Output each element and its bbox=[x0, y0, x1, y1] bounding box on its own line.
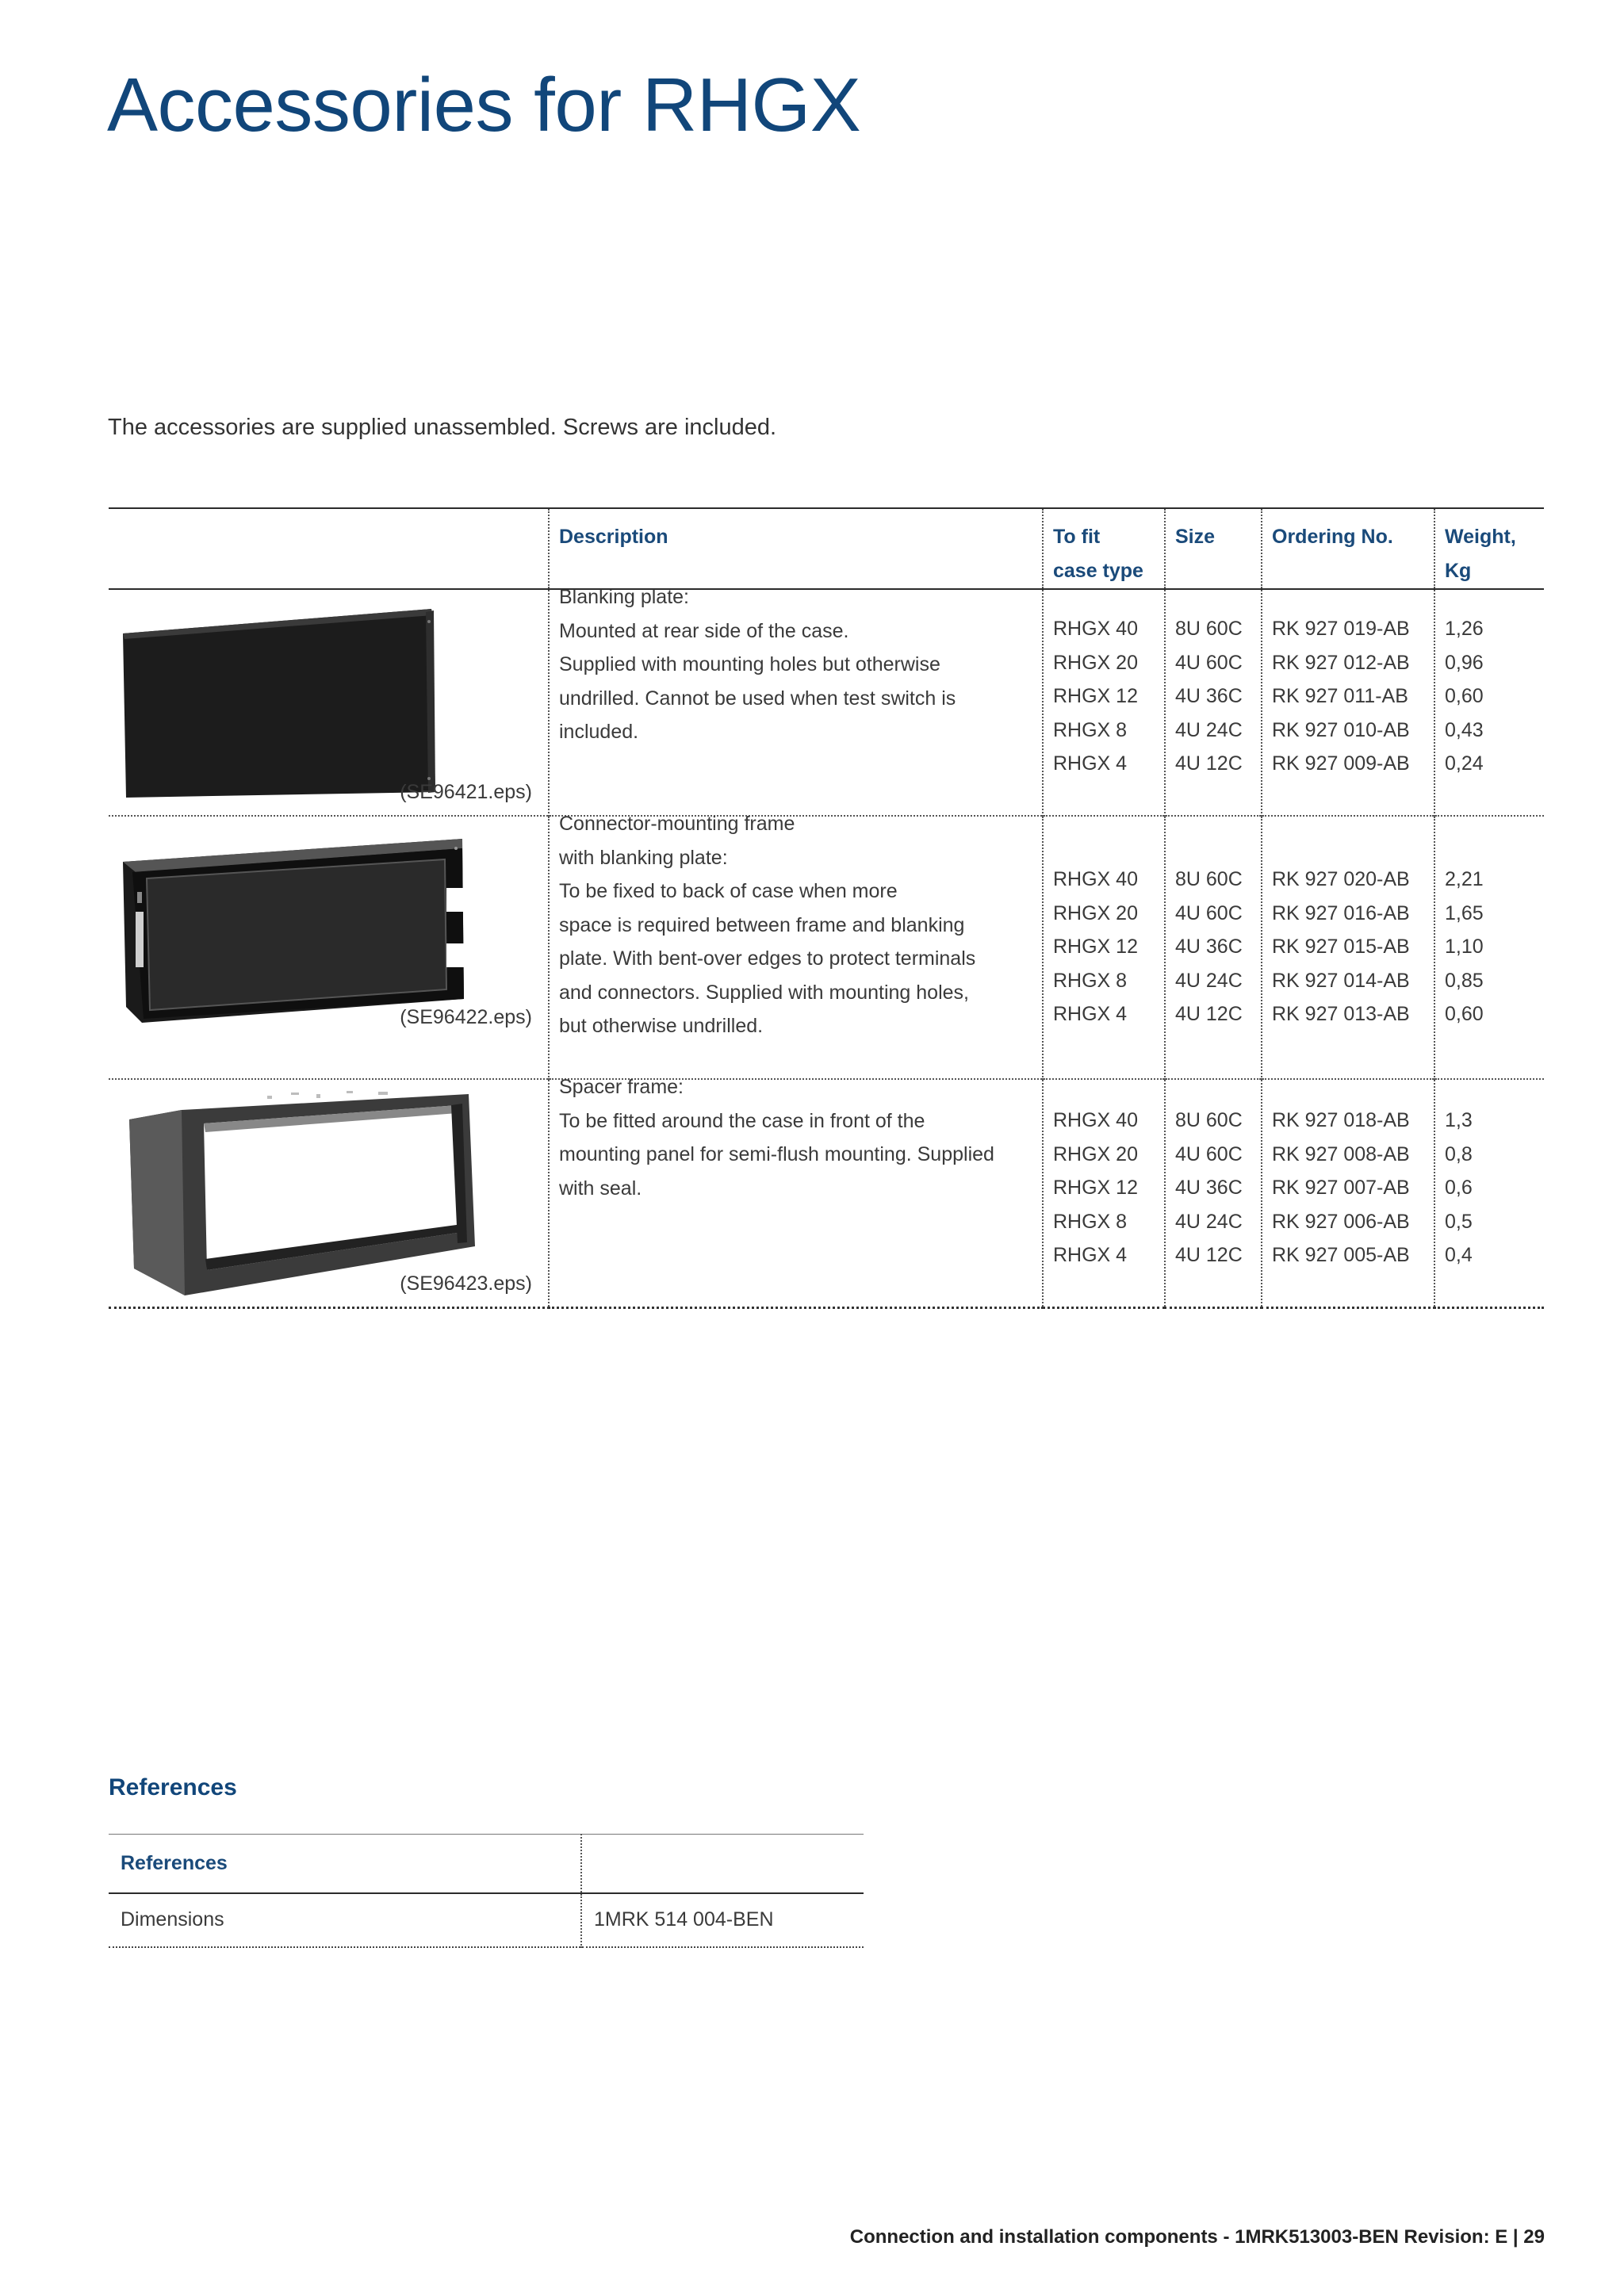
size-value: 4U 12C bbox=[1175, 752, 1243, 775]
page-title: Accessories for RHGX bbox=[107, 63, 861, 147]
page-footer bbox=[850, 2226, 1545, 2248]
weight-value: 0,6 bbox=[1445, 1177, 1473, 1199]
references-table bbox=[109, 1834, 864, 1948]
case-type-value: RHGX 20 bbox=[1053, 651, 1138, 674]
description-line: but otherwise undrilled. bbox=[559, 1015, 764, 1037]
description-line: included. bbox=[559, 721, 639, 743]
case-type-value: RHGX 12 bbox=[1053, 685, 1138, 707]
weight-cell bbox=[1434, 589, 1544, 816]
case-type-cell bbox=[1043, 589, 1165, 816]
size-value: 4U 36C bbox=[1175, 936, 1243, 958]
header-size: Size bbox=[1165, 508, 1262, 589]
description-cell bbox=[549, 813, 1043, 1079]
case-type-value: RHGX 4 bbox=[1053, 1003, 1128, 1025]
size-value: 4U 12C bbox=[1175, 1003, 1243, 1025]
ordering-no-value: RK 927 005-AB bbox=[1272, 1244, 1410, 1266]
case-type-value: RHGX 40 bbox=[1053, 618, 1138, 640]
ordering-no-value: RK 927 014-AB bbox=[1272, 969, 1410, 992]
size-cell bbox=[1165, 589, 1262, 816]
size-value: 4U 24C bbox=[1175, 1210, 1243, 1233]
header-weight bbox=[1434, 508, 1544, 589]
table-row bbox=[109, 1079, 1544, 1307]
weight-value: 1,10 bbox=[1445, 936, 1484, 958]
ordering-no-value: RK 927 009-AB bbox=[1272, 752, 1410, 775]
ordering-no-value: RK 927 007-AB bbox=[1272, 1177, 1410, 1199]
ordering-no-value: RK 927 018-AB bbox=[1272, 1109, 1410, 1131]
size-value: 4U 60C bbox=[1175, 901, 1243, 924]
description-title: Spacer frame: bbox=[559, 1076, 684, 1098]
description-line: mounting panel for semi-flush mounting. Supplied bbox=[559, 1143, 994, 1165]
header-ordering-no: Ordering No. bbox=[1262, 508, 1434, 589]
weight-value: 0,85 bbox=[1445, 969, 1484, 992]
weight-value: 1,26 bbox=[1445, 618, 1484, 640]
header-description: Description bbox=[549, 508, 1043, 589]
table-row bbox=[109, 589, 1544, 816]
connector-frame-image-cell bbox=[109, 816, 549, 1079]
spacer-frame-image-cell bbox=[109, 1079, 549, 1307]
weight-value: 0,43 bbox=[1445, 718, 1484, 741]
ordering-no-value: RK 927 006-AB bbox=[1272, 1210, 1410, 1233]
references-heading: References bbox=[109, 1774, 237, 1800]
table-row bbox=[109, 816, 1544, 1079]
case-type-value: RHGX 4 bbox=[1053, 752, 1128, 775]
intro-paragraph: The accessories are supplied unassembled. Screws are included. bbox=[108, 415, 777, 440]
description-line: space is required between frame and blanking bbox=[559, 913, 965, 936]
size-value: 8U 60C bbox=[1175, 1109, 1243, 1131]
weight-value: 2,21 bbox=[1445, 868, 1484, 890]
size-value: 4U 60C bbox=[1175, 1142, 1243, 1165]
weight-value: 0,24 bbox=[1445, 752, 1484, 775]
description-cell bbox=[549, 586, 1043, 816]
case-type-value: RHGX 40 bbox=[1053, 868, 1138, 890]
weight-value: 0,8 bbox=[1445, 1142, 1473, 1165]
size-value: 4U 24C bbox=[1175, 718, 1243, 741]
case-type-cell bbox=[1043, 1079, 1165, 1307]
ordering-no-value: RK 927 010-AB bbox=[1272, 718, 1410, 741]
reference-name: Dimensions bbox=[121, 1908, 224, 1931]
description-title: Connector-mounting frame bbox=[559, 813, 795, 835]
ordering-no-value: RK 927 012-AB bbox=[1272, 651, 1410, 674]
image-caption: (SE96422.eps) bbox=[400, 1006, 532, 1028]
header-weight-line2: Kg bbox=[1445, 560, 1472, 582]
description-line: plate. With bent-over edges to protect terminals bbox=[559, 947, 976, 970]
weight-value: 1,65 bbox=[1445, 901, 1484, 924]
ordering-no-value: RK 927 016-AB bbox=[1272, 901, 1410, 924]
page-number: 29 bbox=[1523, 2226, 1545, 2248]
header-image bbox=[109, 508, 549, 589]
size-value: 4U 36C bbox=[1175, 685, 1243, 707]
case-type-value: RHGX 8 bbox=[1053, 718, 1128, 741]
description-line: Mounted at rear side of the case. bbox=[559, 619, 849, 642]
image-caption: (SE96423.eps) bbox=[400, 1272, 532, 1295]
weight-cell bbox=[1434, 1079, 1544, 1307]
ordering-no-value: RK 927 020-AB bbox=[1272, 868, 1410, 890]
ordering-no-cell bbox=[1262, 589, 1434, 816]
description-line: To be fixed to back of case when more bbox=[559, 880, 898, 902]
footer-text: Connection and installation components - 1MRK513003-BEN Revision: E | bbox=[849, 2226, 1519, 2248]
description-line: To be fitted around the case in front of the bbox=[559, 1109, 925, 1132]
blanking-plate-image-cell bbox=[109, 589, 549, 816]
size-value: 4U 60C bbox=[1175, 651, 1243, 674]
size-cell bbox=[1165, 816, 1262, 1079]
description-title: Blanking plate: bbox=[559, 586, 690, 608]
ordering-no-value: RK 927 008-AB bbox=[1272, 1142, 1410, 1165]
header-weight-line1: Weight, bbox=[1445, 526, 1516, 548]
header-to-fit-line1: To fit bbox=[1053, 526, 1101, 548]
size-value: 4U 12C bbox=[1175, 1244, 1243, 1266]
description-line: undrilled. Cannot be used when test switch is bbox=[559, 687, 956, 710]
case-type-value: RHGX 20 bbox=[1053, 901, 1138, 924]
size-cell bbox=[1165, 1079, 1262, 1307]
weight-value: 0,5 bbox=[1445, 1210, 1473, 1233]
case-type-value: RHGX 40 bbox=[1053, 1109, 1138, 1131]
size-value: 8U 60C bbox=[1175, 618, 1243, 640]
table-row bbox=[109, 1893, 864, 1947]
ordering-no-cell bbox=[1262, 1079, 1434, 1307]
weight-cell bbox=[1434, 816, 1544, 1079]
case-type-value: RHGX 12 bbox=[1053, 1177, 1138, 1199]
ordering-no-cell bbox=[1262, 816, 1434, 1079]
references-header-blank bbox=[581, 1835, 864, 1893]
accessories-table bbox=[109, 507, 1544, 1309]
ordering-no-value: RK 927 015-AB bbox=[1272, 936, 1410, 958]
case-type-value: RHGX 8 bbox=[1053, 1210, 1128, 1233]
ordering-no-value: RK 927 013-AB bbox=[1272, 1003, 1410, 1025]
references-header-row bbox=[109, 1835, 864, 1893]
weight-value: 1,3 bbox=[1445, 1109, 1473, 1131]
size-value: 8U 60C bbox=[1175, 868, 1243, 890]
connector-mounting-frame-photo bbox=[109, 817, 549, 1080]
description-line: with seal. bbox=[559, 1177, 642, 1200]
table-header-row bbox=[109, 508, 1544, 589]
description-line: with blanking plate: bbox=[559, 846, 728, 869]
image-caption: (SE96421.eps) bbox=[400, 781, 532, 803]
size-value: 4U 24C bbox=[1175, 969, 1243, 992]
ordering-no-value: RK 927 019-AB bbox=[1272, 618, 1410, 640]
ordering-no-value: RK 927 011-AB bbox=[1272, 685, 1408, 707]
description-line: and connectors. Supplied with mounting holes, bbox=[559, 981, 969, 1004]
case-type-value: RHGX 4 bbox=[1053, 1244, 1128, 1266]
weight-value: 0,4 bbox=[1445, 1244, 1473, 1266]
case-type-value: RHGX 12 bbox=[1053, 936, 1138, 958]
references-header: References bbox=[121, 1851, 228, 1874]
reference-document: 1MRK 514 004-BEN bbox=[581, 1893, 864, 1947]
description-line: Supplied with mounting holes but otherwise bbox=[559, 653, 940, 675]
size-value: 4U 36C bbox=[1175, 1177, 1243, 1199]
header-to-fit bbox=[1043, 508, 1165, 589]
weight-value: 0,60 bbox=[1445, 685, 1484, 707]
case-type-value: RHGX 8 bbox=[1053, 969, 1128, 992]
weight-value: 0,96 bbox=[1445, 651, 1484, 674]
description-cell bbox=[549, 1076, 1043, 1307]
case-type-value: RHGX 20 bbox=[1053, 1142, 1138, 1165]
header-to-fit-line2: case type bbox=[1053, 560, 1143, 582]
case-type-cell bbox=[1043, 816, 1165, 1079]
weight-value: 0,60 bbox=[1445, 1003, 1484, 1025]
